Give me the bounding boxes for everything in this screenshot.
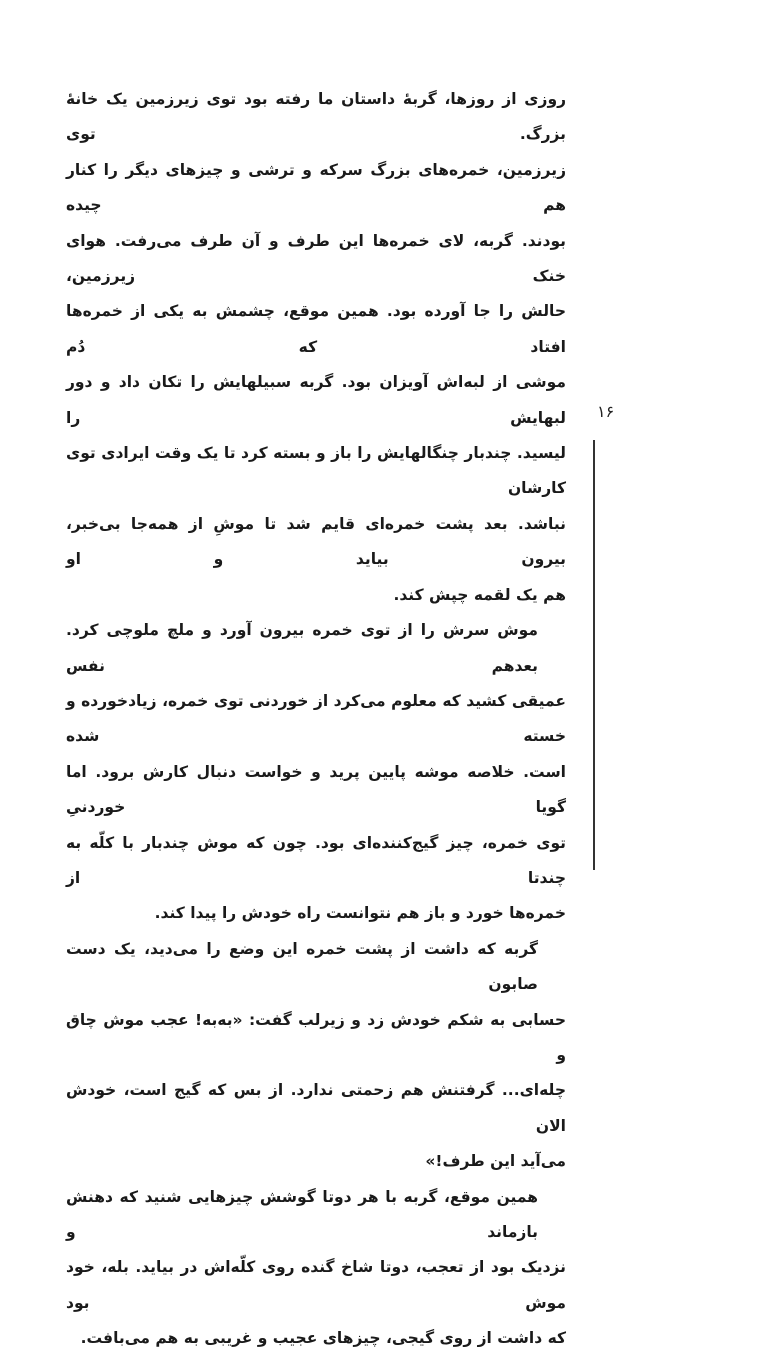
text-line: حالش را جا آورده بود. همین موقع، چشمش به یکی از خمره‌ها افتاد که دُم bbox=[66, 302, 566, 356]
margin-rule-divider bbox=[593, 440, 595, 870]
book-page-text bbox=[66, 82, 566, 1357]
paragraph-4 bbox=[66, 1180, 566, 1357]
text-line: نباشد. بعد پشت خمره‌ای قایم شد تا موشِ از همه‌جا بی‌خبر، بیرون بیاید و او bbox=[66, 514, 566, 569]
text-line: چله‌ای... گرفتنش هم زحمتی ندارد. از بس که گیج است، خودش الان bbox=[66, 1081, 566, 1135]
text-line: عمیقی کشید که معلوم می‌کرد از خوردنی توی خمره، زیادخورده و خسته شده bbox=[66, 691, 566, 746]
text-line: لیسید. چندبار چنگالهایش را باز و بسته کرد تا یک وقت ایرادی توی کارشان bbox=[66, 444, 566, 498]
paragraph-3 bbox=[66, 932, 566, 1180]
paragraph-1 bbox=[66, 82, 566, 613]
text-line: زیرزمین، خمره‌های بزرگ سرکه و ترشی و چیزهای دیگر را کنار هم چیده bbox=[66, 160, 566, 215]
text-line: همین موقع، گربه با هر دوتا گوشش چیزهایی شنید که دهنش بازماند و bbox=[66, 1187, 538, 1241]
text-line: بودند. گربه، لای خمره‌ها این طرف و آن طرف می‌رفت. هوای خنک زیرزمین، bbox=[66, 231, 566, 286]
text-line: می‌آید این طرف!» bbox=[425, 1152, 566, 1171]
text-line: موشی از لبه‌اش آویزان بود. گربه سبیلهایش را تکان داد و دور لبهایش را bbox=[66, 373, 566, 427]
text-line: هم یک لقمه چپش کند. bbox=[393, 585, 566, 604]
text-line: حسابی به شکم خودش زد و زیرلب گفت: «به‌به! عجب موش چاق و bbox=[66, 1010, 566, 1064]
text-line: خمره‌ها خورد و باز هم نتوانست راه خودش را پیدا کند. bbox=[154, 904, 566, 923]
text-line: که داشت از روی گیجی، چیزهای عجیب و غریبی به هم می‌بافت. bbox=[80, 1329, 566, 1348]
text-line: روزی از روزها، گربهٔ داستان ما رفته بود توی زیرزمین یک خانهٔ بزرگ. توی bbox=[66, 90, 566, 144]
paragraph-2 bbox=[66, 613, 566, 932]
page-number: ۱۶ bbox=[597, 402, 615, 421]
text-line: نزدیک بود از تعجب، دوتا شاخ گنده روی کلّه‌اش در بیاید. بله، خود موش بود bbox=[66, 1258, 566, 1312]
text-line: است. خلاصه موشه پایین پرید و خواست دنبال کارش برود. اما گویا خوردنیِ bbox=[66, 762, 566, 817]
text-line: موش سرش را از توی خمره بیرون آورد و ملچ ملوچی کرد. بعدهم نفس bbox=[66, 621, 538, 675]
text-line: توی خمره، چیز گیج‌کننده‌ای بود. چون که موش چندبار با کلّه به چندتا از bbox=[66, 833, 566, 887]
text-line: گربه که داشت از پشت خمره این وضع را می‌دید، یک دست صابون bbox=[66, 939, 538, 994]
